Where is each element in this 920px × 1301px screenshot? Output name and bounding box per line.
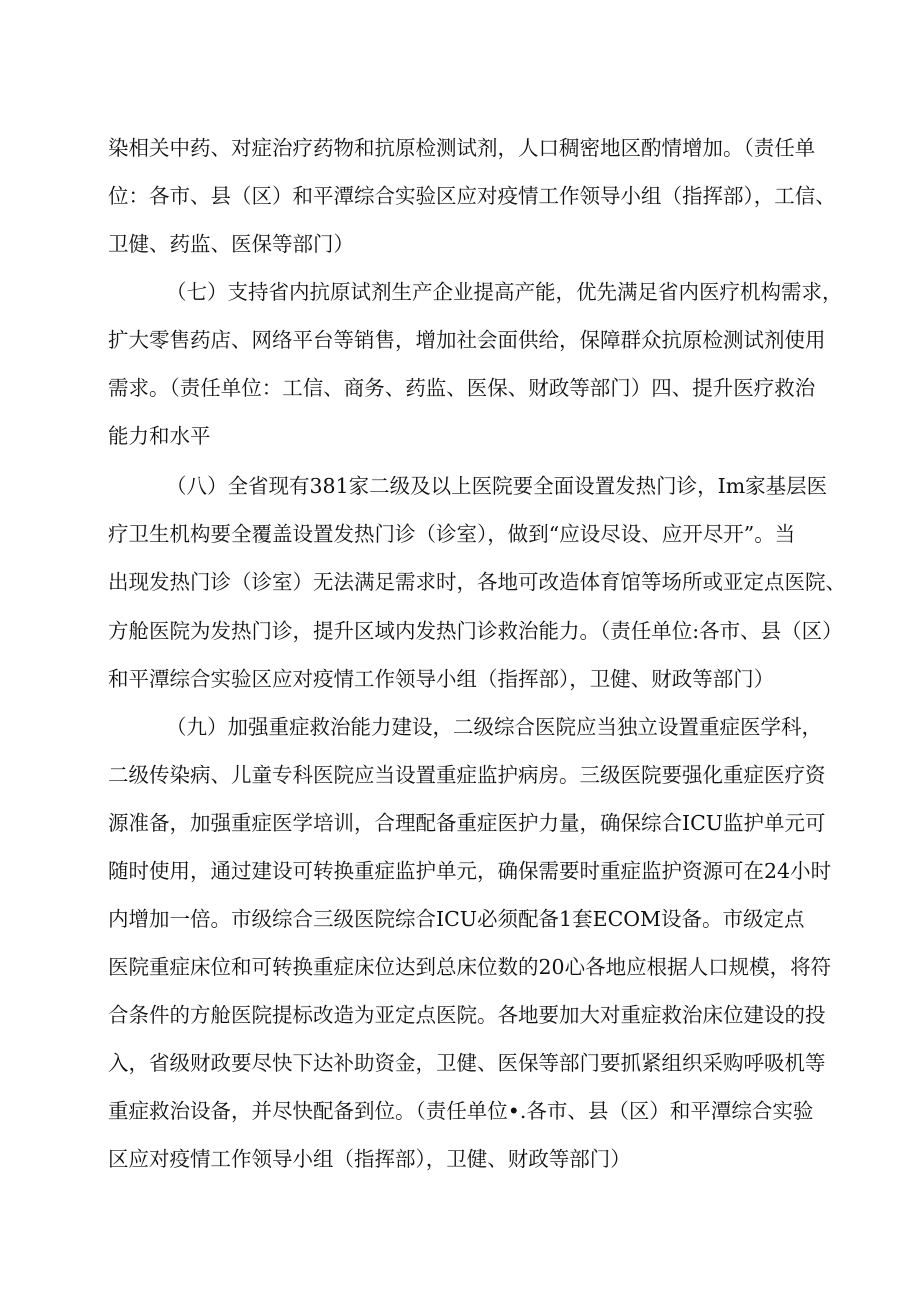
text-line: 出现发热门诊（诊室）无法满足需求时，各地可改造体育馆等场所或亚定点医院、 [108,570,846,594]
text-line: 扩大零售药店、网络平台等销售，增加社会面供给，保障群众抗原检测试剂使用 [108,328,826,352]
paragraph-nine-start: （九）加强重症救治能力建设，二级综合医院应当独立设置重症医学科， [166,715,822,739]
text-line: 需求。（责任单位：工信、商务、药监、医保、财政等部门）四、提升医疗救治 [108,376,816,400]
text-line: 卫健、药监、医保等部门） [108,232,354,256]
text-line: 入，省级财政要尽快下达补助资金，卫健、医保等部门要抓紧组织采购呼吸机等 [108,1051,826,1075]
paragraph-eight-start: （八）全省现有381家二级及以上医院要全面设置发热门诊，Im家基层医 [166,474,828,498]
text-line: 随时使用，通过建设可转换重症监护单元，确保需要时重症监护资源可在24小时 [108,859,832,883]
text-line: 和平潭综合实验区应对疫情工作领导小组（指挥部），卫健、财政等部门） [108,667,775,691]
text-line: 内增加一倍。市级综合三级医院综合ICU必须配备1套ECOM设备。市级定点 [108,907,805,931]
text-line: 重症救治设备，并尽快配备到位。（责任单位•.各市、县（区）和平潭综合实验 [108,1099,814,1123]
text-line: 源准备，加强重症医学培训，合理配备重症医护力量，确保综合ICU监护单元可 [108,811,826,835]
text-line: 区应对疫情工作领导小组（指挥部），卫健、财政等部门） [108,1147,631,1171]
text-line: 染相关中药、对症治疗药物和抗原检测试剂，人口稠密地区酌情增加。（责任单 [108,136,816,160]
text-line: 能力和水平 [108,424,211,448]
text-line: 疗卫生机构要全覆盖设置发热门诊（诊室），做到“应设尽设、应开尽开”。当 [108,522,796,546]
text-line: 位：各市、县（区）和平潭综合实验区应对疫情工作领导小组（指挥部），工信、 [108,184,836,208]
paragraph-seven-start: （七）支持省内抗原试剂生产企业提高产能，优先满足省内医疗机构需求， [166,280,843,304]
text-line: 合条件的方舱医院提标改造为亚定点医院。各地要加大对重症救治床位建设的投 [108,1003,826,1027]
text-line: 方舱医院为发热门诊，提升区域内发热门诊救治能力。（责任单位:各市、县（区） [108,619,843,643]
text-line: 二级传染病、儿童专科医院应当设置重症监护病房。三级医院要强化重症医疗资 [108,763,826,787]
text-line: 医院重症床位和可转换重症床位达到总床位数的20心各地应根据人口规模，将符 [108,955,832,979]
